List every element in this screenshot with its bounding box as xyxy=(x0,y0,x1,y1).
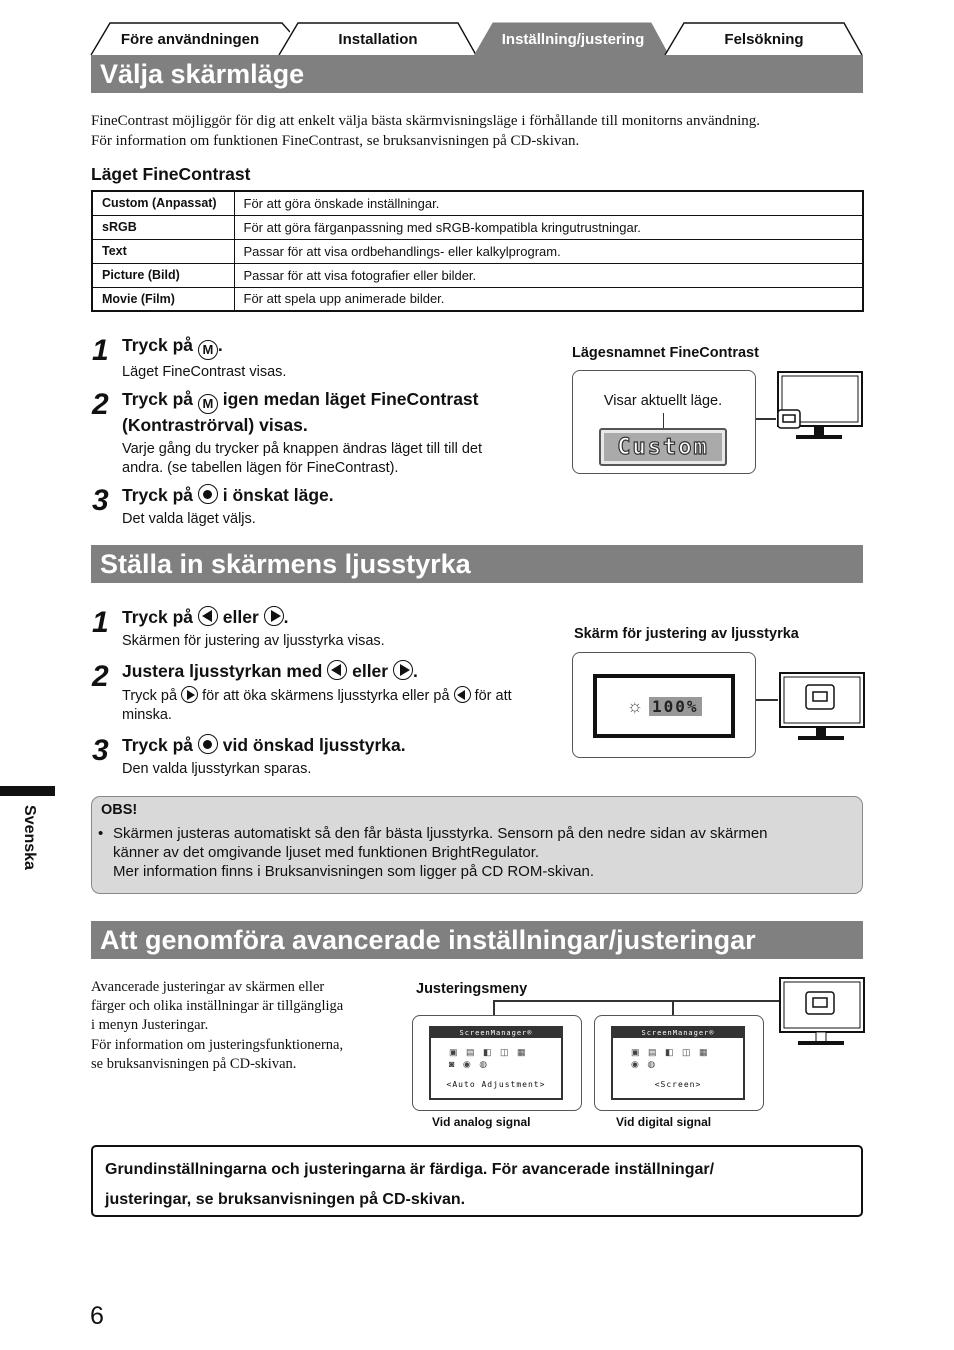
step-title: Tryck på xyxy=(122,335,198,355)
step-title: igen medan läget FineContrast (Kontraströrval) visas. xyxy=(122,389,479,435)
step-title: . xyxy=(283,607,289,627)
section-heading-brightness: Ställa in skärmens ljusstyrka xyxy=(91,545,863,583)
enter-button-icon xyxy=(198,734,218,754)
tab-felsokning[interactable] xyxy=(664,22,864,56)
obs-line: känner av det omgivande ljuset med funktionen BrightRegulator. xyxy=(113,844,540,861)
brightness-screen xyxy=(593,674,735,738)
callout-line xyxy=(493,1000,815,1002)
mode-name-callout xyxy=(572,370,756,474)
mode-name-cell: Movie (Film) xyxy=(92,287,234,311)
menu-caption-digital: Vid digital signal xyxy=(616,1115,712,1129)
screenmanager-header: ScreenManager® xyxy=(431,1028,561,1038)
step-number: 3 xyxy=(92,484,109,517)
monitor-icon xyxy=(774,370,864,442)
step-title: Tryck på xyxy=(122,607,198,627)
right-button-icon xyxy=(393,660,413,680)
mode-name-cell: Custom (Anpassat) xyxy=(92,191,234,215)
monitor-icon xyxy=(776,976,866,1048)
tab-label: Installation xyxy=(338,30,418,48)
section-heading-mode: Välja skärmläge xyxy=(91,55,863,93)
brightness-callout xyxy=(572,652,756,758)
menu-digital xyxy=(594,1015,764,1111)
step-title: Justera ljusstyrkan med xyxy=(122,661,328,681)
callout-connector xyxy=(756,418,776,420)
step-number: 1 xyxy=(92,606,109,639)
menu-caption-analog: Vid analog signal xyxy=(432,1115,531,1129)
screenmanager-window xyxy=(611,1026,745,1100)
left-button-icon xyxy=(327,660,347,680)
mode-desc-cell: Passar för att visa ordbehandlings- eller kalkylprogram. xyxy=(234,239,863,263)
mode-name-cell: Text xyxy=(92,239,234,263)
advanced-line: För information om justeringsfunktionerna, xyxy=(91,1036,344,1053)
language-label-text: Svenska xyxy=(21,805,38,870)
step-1 xyxy=(122,334,532,382)
step-title: . xyxy=(217,335,223,355)
figure-caption-brightness: Skärm för justering av ljusstyrka xyxy=(574,626,799,642)
completion-line: Grundinställningarna och justeringarna är färdiga. För avancerade inställningar/ xyxy=(105,1161,715,1178)
table-row xyxy=(92,215,863,239)
current-mode-note: Visar aktuellt läge. xyxy=(603,393,723,409)
screenmanager-window xyxy=(429,1026,563,1100)
step-title: Tryck på xyxy=(122,389,198,409)
table-row xyxy=(92,191,863,215)
language-tab-marker xyxy=(0,786,55,796)
table-row xyxy=(92,239,863,263)
step-number: 1 xyxy=(92,334,109,367)
mode-desc-cell: Passar för att visa fotografier eller bilder. xyxy=(234,263,863,287)
mode-desc-cell: För att göra önskade inställningar. xyxy=(234,191,863,215)
step-desc: Varje gång du trycker på knappen ändras läget till till det andra. (se tabellen lägen för FineContrast). xyxy=(122,441,483,476)
step-title: i önskat läge. xyxy=(217,485,334,505)
figure-caption-adjustment: Justeringsmeny xyxy=(416,981,528,997)
mode-name-text: Custom xyxy=(604,433,722,461)
intro-line: För information om funktionen FineContrast, se bruksanvisningen på CD-skivan. xyxy=(91,132,580,149)
callout-connector xyxy=(756,699,778,701)
tab-installning-justering[interactable] xyxy=(473,22,673,56)
selected-menu-item: <Auto Adjustment> xyxy=(446,1080,546,1089)
obs-line: Skärmen justeras automatiskt så den får bästa ljusstyrka. Sensorn på den nedre sidan av skärmen xyxy=(113,825,768,842)
m-button-icon: M xyxy=(198,394,218,414)
table-row xyxy=(92,263,863,287)
menu-icons: ▣ ▤ ◧ ◫ ▦ ◙ ◉ ◍ xyxy=(449,1047,529,1069)
right-button-icon xyxy=(264,606,284,626)
table-row xyxy=(92,287,863,311)
step-title: . xyxy=(412,661,418,681)
mode-name-cell: sRGB xyxy=(92,215,234,239)
bullet: • xyxy=(98,825,104,842)
step-desc: Det valda läget väljs. xyxy=(122,511,256,527)
step-title: Tryck på xyxy=(122,485,198,505)
figure-caption-mode-name: Lägesnamnet FineContrast xyxy=(572,345,759,361)
menu-icons: ▣ ▤ ◧ ◫ ▦ ◉ ◍ xyxy=(631,1047,711,1069)
step-title: eller xyxy=(217,607,264,627)
enter-button-icon xyxy=(198,484,218,504)
left-button-icon xyxy=(198,606,218,626)
step-desc: Läget FineContrast visas. xyxy=(122,364,287,380)
step-3 xyxy=(122,484,532,529)
tab-fore-anvandningen[interactable] xyxy=(90,22,290,56)
tab-label: Före användningen xyxy=(120,30,260,48)
tab-installation[interactable] xyxy=(278,22,478,56)
sun-icon: ☼ xyxy=(626,695,643,716)
advanced-line: färger och olika inställningar är tillgängliga xyxy=(91,998,344,1015)
step-desc: Den valda ljusstyrkan sparas. xyxy=(122,761,312,777)
step-desc: Tryck på xyxy=(122,688,182,704)
obs-line: Mer information finns i Bruksanvisningen som ligger på CD ROM-skivan. xyxy=(113,863,595,880)
callout-line xyxy=(493,1000,495,1016)
step-number: 2 xyxy=(92,388,109,421)
menu-analog xyxy=(412,1015,582,1111)
step-number: 2 xyxy=(92,660,109,693)
right-button-icon xyxy=(181,686,198,703)
step-1 xyxy=(122,606,542,651)
step-desc: för att minska. xyxy=(122,688,512,723)
finecontrast-subheading: Läget FineContrast xyxy=(91,164,251,184)
step-number: 3 xyxy=(92,734,109,767)
completion-note xyxy=(91,1145,863,1217)
obs-note xyxy=(91,796,863,894)
callout-line xyxy=(672,1000,674,1016)
mode-name-display xyxy=(599,428,727,466)
mode-name-cell: Picture (Bild) xyxy=(92,263,234,287)
tab-label: Felsökning xyxy=(724,30,804,48)
step-3 xyxy=(122,734,542,779)
intro-line: FineContrast möjliggör för dig att enkelt välja bästa skärmvisningsläge i förhållande till monitorns användning. xyxy=(91,113,761,129)
advanced-line: i menyn Justeringar. xyxy=(91,1017,209,1034)
brightness-value: 100% xyxy=(649,697,702,716)
left-button-icon xyxy=(454,686,471,703)
step-title: eller xyxy=(347,661,393,681)
step-2 xyxy=(122,388,532,478)
advanced-line: se bruksanvisningen på CD-skivan. xyxy=(91,1055,297,1072)
monitor-icon xyxy=(776,671,866,743)
completion-line: justeringar, se bruksanvisningen på CD-skivan. xyxy=(105,1191,466,1208)
callout-line xyxy=(663,413,664,429)
mode-desc-cell: För att göra färganpassning med sRGB-kompatibla kringutrustningar. xyxy=(234,215,863,239)
step-2 xyxy=(122,660,542,725)
section-heading-advanced: Att genomföra avancerade inställningar/justeringar xyxy=(91,921,863,959)
page-number: 6 xyxy=(90,1302,104,1330)
selected-menu-item: <Screen> xyxy=(654,1080,702,1089)
advanced-text xyxy=(91,978,391,1074)
language-label xyxy=(14,805,44,890)
step-title: Tryck på xyxy=(122,735,198,755)
step-desc: Skärmen för justering av ljusstyrka visas. xyxy=(122,633,385,649)
step-desc: för att öka skärmens ljusstyrka eller på xyxy=(198,688,454,704)
step-title: vid önskad ljusstyrka. xyxy=(217,735,406,755)
mode-intro xyxy=(91,112,863,151)
screenmanager-header: ScreenManager® xyxy=(613,1028,743,1038)
tab-label: Inställning/justering xyxy=(501,30,645,48)
mode-desc-cell: För att spela upp animerade bilder. xyxy=(234,287,863,311)
m-button-icon: M xyxy=(198,340,218,360)
finecontrast-table xyxy=(91,190,864,312)
chapter-tabs xyxy=(90,22,864,56)
obs-label: OBS! xyxy=(101,802,138,818)
advanced-line: Avancerade justeringar av skärmen eller xyxy=(91,979,325,995)
